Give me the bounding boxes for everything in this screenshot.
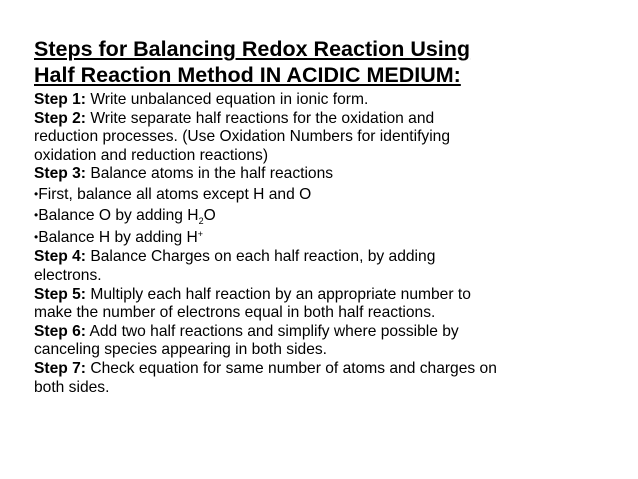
step-4-text-line-1: Balance Charges on each half reaction, by adding bbox=[90, 248, 436, 266]
step-7-text-line-2: both sides. bbox=[34, 378, 110, 396]
bullet-2-text-end: O bbox=[203, 207, 216, 225]
step-6-label: Step 6: bbox=[34, 322, 86, 340]
steps-list bbox=[34, 91, 624, 397]
step-2-text-line-1: Write separate half reactions for the oxidation and bbox=[90, 109, 435, 127]
step-3-label: Step 3: bbox=[34, 165, 86, 183]
bullet-3-superscript: + bbox=[197, 228, 203, 239]
step-7 bbox=[34, 360, 624, 397]
step-5-label: Step 5: bbox=[34, 285, 86, 303]
title-line-1: Steps for Balancing Redox Reaction Using bbox=[34, 37, 471, 61]
bullet-3-text: Balance H by adding H bbox=[38, 228, 198, 246]
step-2 bbox=[34, 110, 624, 166]
step-2-label: Step 2: bbox=[34, 109, 86, 127]
step-3-text: Balance atoms in the half reactions bbox=[90, 165, 334, 183]
step-2-text-line-3: oxidation and reduction reactions) bbox=[34, 146, 269, 164]
bullet-1-mark: • bbox=[34, 186, 39, 201]
bullet-item-1 bbox=[34, 184, 624, 206]
bullet-item-2 bbox=[34, 205, 624, 227]
step-6 bbox=[34, 323, 624, 360]
step-5-text-line-2: make the number of electrons equal in both half reactions. bbox=[34, 304, 436, 322]
step-6-text-line-2: canceling species appearing in both sides. bbox=[34, 341, 328, 359]
bullet-3-mark: • bbox=[34, 229, 39, 244]
step-2-text-line-2: reduction processes. (Use Oxidation Numbers for identifying bbox=[34, 128, 451, 146]
bullet-item-3 bbox=[34, 227, 624, 249]
step-4 bbox=[34, 248, 624, 285]
step-6-text-line-1: Add two half reactions and simplify where possible by bbox=[89, 322, 459, 340]
step-7-label: Step 7: bbox=[34, 360, 86, 378]
step-1-label: Step 1: bbox=[34, 91, 86, 108]
step-7-text-line-1: Check equation for same number of atoms and charges on bbox=[90, 360, 497, 378]
bullet-1-text: First, balance all atoms except H and O bbox=[38, 185, 312, 203]
step-5-text-line-1: Multiply each half reaction by an appropriate number to bbox=[90, 285, 471, 303]
step-4-label: Step 4: bbox=[34, 248, 86, 266]
slide-title bbox=[34, 36, 624, 88]
bullet-2-subscript: 2 bbox=[198, 216, 204, 227]
slide bbox=[34, 36, 624, 397]
step-4-text-line-2: electrons. bbox=[34, 267, 102, 285]
bullet-2-mark: • bbox=[34, 208, 39, 223]
bullet-2-text: Balance O by adding H bbox=[38, 207, 199, 225]
title-line-2: Half Reaction Method IN ACIDIC MEDIUM: bbox=[34, 63, 461, 87]
step-1 bbox=[34, 91, 624, 110]
step-5 bbox=[34, 286, 624, 323]
step-3 bbox=[34, 165, 624, 184]
step-1-text: Write unbalanced equation in ionic form. bbox=[90, 91, 369, 108]
